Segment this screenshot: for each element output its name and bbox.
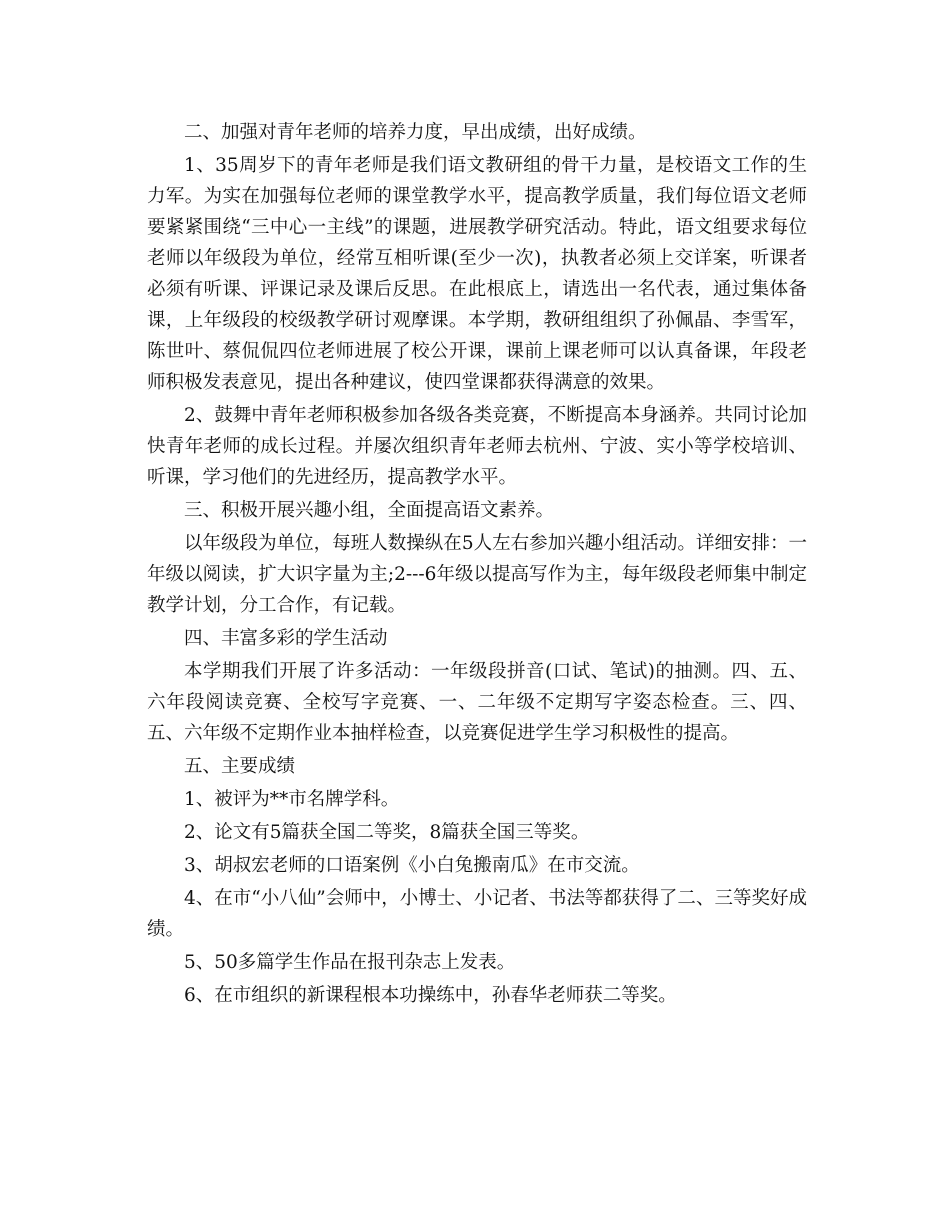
achievement-item-2: 2、论文有5篇获全国二等奖，8篇获全国三等奖。: [184, 822, 590, 843]
achievement-item-1: 1、被评为**市名牌学科。: [184, 789, 400, 810]
achievement-item-4: 4、在市“小八仙”会师中，小博士、小记者、书法等都获得了二、三等奖好成绩。: [147, 888, 807, 940]
paragraph-item-2: 2、鼓舞中青年老师积极参加各级各类竞赛，不断提高本身涵养。共同讨论加快青年老师的成长过程。并屡次组织青年老师去杭州、宁波、实小等学校培训、听课，学习他们的先进经历，提高教学水平。: [147, 405, 807, 488]
heading-section-4: 四、丰富多彩的学生活动: [184, 628, 388, 649]
document-body: [147, 117, 807, 1011]
paragraph-interest-groups: 以年级段为单位，每班人数操纵在5人左右参加兴趣小组活动。详细安排：一年级以阅读，扩大识字量为主;2---6年级以提高写作为主，每年级段老师集中制定教学计划，分工合作，有记载。: [147, 533, 807, 616]
paragraph-item-1: 1、35周岁下的青年老师是我们语文教研组的骨干力量，是校语文工作的生力军。为实在加强每位老师的课堂教学水平，提高教学质量，我们每位语文老师要紧紧围绕“三中心一主线”的课题，进展教学研究活动。特此，语文组要求每位老师以年级段为单位，经常互相听课(至少一次)，执教者必须上交详案，听课者必须有听课、评课记录及课后反思。在此根底上，请选出一名代表，通过集体备课，上年级段的校级教学研讨观摩课。本学期，教研组组织了孙佩晶、李雪军，陈世叶、蔡侃侃四位老师进展了校公开课，课前上课老师可以认真备课，年段老师积极发表意见，提出各种建议，使四堂课都获得满意的效果。: [147, 155, 807, 393]
achievement-item-6: 6、在市组织的新课程根本功操练中，孙春华老师获二等奖。: [184, 985, 677, 1006]
achievement-item-5: 5、50多篇学生作品在报刊杂志上发表。: [184, 952, 516, 973]
heading-section-2: 二、加强对青年老师的培养力度，早出成绩，出好成绩。: [184, 122, 647, 143]
heading-section-3: 三、积极开展兴趣小组，全面提高语文素养。: [184, 500, 555, 521]
achievement-item-3: 3、胡叔宏老师的口语案例《小白兔搬南瓜》在市交流。: [184, 855, 640, 876]
paragraph-student-activities: 本学期我们开展了许多活动：一年级段拼音(口试、笔试)的抽测。四、五、六年段阅读竞赛、全校写字竞赛、一、二年级不定期写字姿态检查。三、四、五、六年级不定期作业本抽样检查，以竞赛促进学生学习积极性的提高。: [147, 661, 807, 744]
heading-section-5: 五、主要成绩: [184, 756, 296, 777]
